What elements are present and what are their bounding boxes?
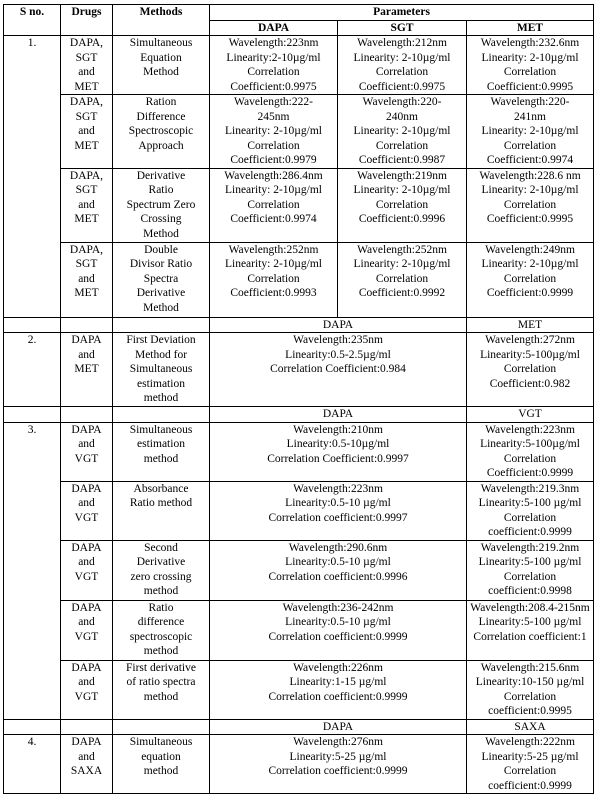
- row-number: 4.: [4, 735, 61, 794]
- table-row: [4, 168, 594, 242]
- param-cell: Wavelength:212nm Linearity: 2-10µg/ml Correlation Coefficient:0.9975: [338, 36, 467, 95]
- param-cell: Wavelength:223nm Linearity:0.5-10 µg/ml Correlation coefficient:0.9997: [210, 481, 467, 540]
- table-row: [4, 481, 594, 540]
- drugs-cell: DAPA, SGT and MET: [61, 36, 113, 95]
- drugs-cell: DAPA and MET: [61, 333, 113, 407]
- param-cell: Wavelength:276nm Linearity:5-25 µg/ml Correlation coefficient:0.9999: [210, 735, 467, 794]
- drugs-cell: DAPA, SGT and MET: [61, 95, 113, 169]
- drugs-cell: DAPA and VGT: [61, 660, 113, 719]
- param-cell: Wavelength:252nm Linearity: 2-10µg/ml Correlation Coefficient:0.9992: [338, 242, 467, 317]
- row-number: 3.: [4, 422, 61, 719]
- section-header-dapa: DAPA: [210, 317, 467, 333]
- method-cell: Ration Difference Spectroscopic Approach: [113, 95, 210, 169]
- method-cell: First Deviation Method for Simultaneous estimation method: [113, 333, 210, 407]
- header-row: [4, 5, 594, 21]
- method-cell: Double Divisor Ratio Spectra Derivative Method: [113, 242, 210, 317]
- param-cell: Wavelength:223nm Linearity:5-100µg/ml Correlation Coefficient:0.9999: [467, 422, 594, 481]
- section-header-row: [4, 719, 594, 735]
- param-cell: Wavelength:223nm Linearity:2-10µg/ml Correlation Coefficient:0.9975: [210, 36, 338, 95]
- param-cell: Wavelength:222nm Linearity:5-25 µg/ml Correlation coefficient:0.9999: [467, 735, 594, 794]
- drugs-cell: DAPA and VGT: [61, 422, 113, 481]
- method-cell: Ratio difference spectroscopic method: [113, 600, 210, 660]
- table-row: [4, 333, 594, 407]
- drugs-cell: DAPA, SGT and MET: [61, 242, 113, 317]
- param-cell: Wavelength:220- 241nm Linearity: 2-10µg/ml Correlation Coefficient:0.9974: [467, 95, 594, 169]
- header-methods: Methods: [113, 5, 210, 36]
- parameters-table: [3, 4, 594, 794]
- param-cell: Wavelength:236-242nm Linearity:0.5-10 µg/ml Correlation coefficient:0.9999: [210, 600, 467, 660]
- param-cell: Wavelength:252nm Linearity: 2-10µg/ml Correlation Coefficient:0.9993: [210, 242, 338, 317]
- param-cell: Wavelength:235nm Linearity:0.5-2.5µg/ml Correlation Coefficient:0.984: [210, 333, 467, 407]
- drugs-cell: DAPA and VGT: [61, 540, 113, 600]
- section-header-saxa: SAXA: [467, 719, 594, 735]
- subheader-dapa: DAPA: [210, 20, 338, 36]
- method-cell: Derivative Ratio Spectrum Zero Crossing Method: [113, 168, 210, 242]
- section-header-vgt: VGT: [467, 407, 594, 423]
- drugs-cell: DAPA and SAXA: [61, 735, 113, 794]
- param-cell: Wavelength:249nm Linearity: 2-10µg/ml Correlation Coefficient:0.9999: [467, 242, 594, 317]
- method-cell: Second Derivative zero crossing method: [113, 540, 210, 600]
- param-cell: Wavelength:219nm Linearity: 2-10µg/ml Correlation Coefficient:0.9996: [338, 168, 467, 242]
- drugs-cell: DAPA and VGT: [61, 600, 113, 660]
- table-row: [4, 660, 594, 719]
- header-drugs: Drugs: [61, 5, 113, 36]
- method-cell: Simultaneous Equation Method: [113, 36, 210, 95]
- subheader-met: MET: [467, 20, 594, 36]
- method-cell: Simultaneous equation method: [113, 735, 210, 794]
- table-row: [4, 95, 594, 169]
- method-cell: Simultaneous estimation method: [113, 422, 210, 481]
- method-cell: First derivative of ratio spectra method: [113, 660, 210, 719]
- param-cell: Wavelength:290.6nm Linearity:0.5-10 µg/ml Correlation coefficient:0.9996: [210, 540, 467, 600]
- section-header-dapa: DAPA: [210, 407, 467, 423]
- table-row: [4, 422, 594, 481]
- row-number: 2.: [4, 333, 61, 407]
- param-cell: Wavelength:210nm Linearity:0.5-10µg/ml Correlation Coefficient:0.9997: [210, 422, 467, 481]
- param-cell: Wavelength:208.4-215nm Linearity:5-100 µg/ml Correlation coefficient:1: [467, 600, 594, 660]
- param-cell: Wavelength:286.4nm Linearity: 2-10µg/ml Correlation Coefficient:0.9974: [210, 168, 338, 242]
- table-row: [4, 36, 594, 95]
- table-row: [4, 242, 594, 317]
- param-cell: Wavelength:272nm Linearity:5-100µg/ml Correlation Coefficient:0.982: [467, 333, 594, 407]
- section-header-row: [4, 317, 594, 333]
- section-header-dapa: DAPA: [210, 719, 467, 735]
- header-parameters: Parameters: [210, 5, 594, 21]
- drugs-cell: DAPA and VGT: [61, 481, 113, 540]
- param-cell: Wavelength:226nm Linearity:1-15 µg/ml Correlation coefficient:0.9999: [210, 660, 467, 719]
- table-row: [4, 600, 594, 660]
- section-header-row: [4, 407, 594, 423]
- drugs-cell: DAPA, SGT and MET: [61, 168, 113, 242]
- header-sno: S no.: [4, 5, 61, 36]
- table-row: [4, 735, 594, 794]
- param-cell: Wavelength:228.6 nm Linearity: 2-10µg/ml Correlation Coefficient:0.9995: [467, 168, 594, 242]
- param-cell: Wavelength:232.6nm Linearity: 2-10µg/ml Correlation Coefficient:0.9995: [467, 36, 594, 95]
- method-cell: Absorbance Ratio method: [113, 481, 210, 540]
- table-row: [4, 540, 594, 600]
- param-cell: Wavelength:219.2nm Linearity:5-100 µg/ml Correlation coefficient:0.9998: [467, 540, 594, 600]
- subheader-sgt: SGT: [338, 20, 467, 36]
- param-cell: Wavelength:215.6nm Linearity:10-150 µg/ml Correlation coefficient:0.9995: [467, 660, 594, 719]
- param-cell: Wavelength:222- 245nm Linearity: 2-10µg/ml Correlation Coefficient:0.9979: [210, 95, 338, 169]
- section-header-met: MET: [467, 317, 594, 333]
- param-cell: Wavelength:219.3nm Linearity:5-100 µg/ml Correlation coefficient:0.9999: [467, 481, 594, 540]
- param-cell: Wavelength:220- 240nm Linearity: 2-10µg/ml Correlation Coefficient:0.9987: [338, 95, 467, 169]
- row-number: 1.: [4, 36, 61, 318]
